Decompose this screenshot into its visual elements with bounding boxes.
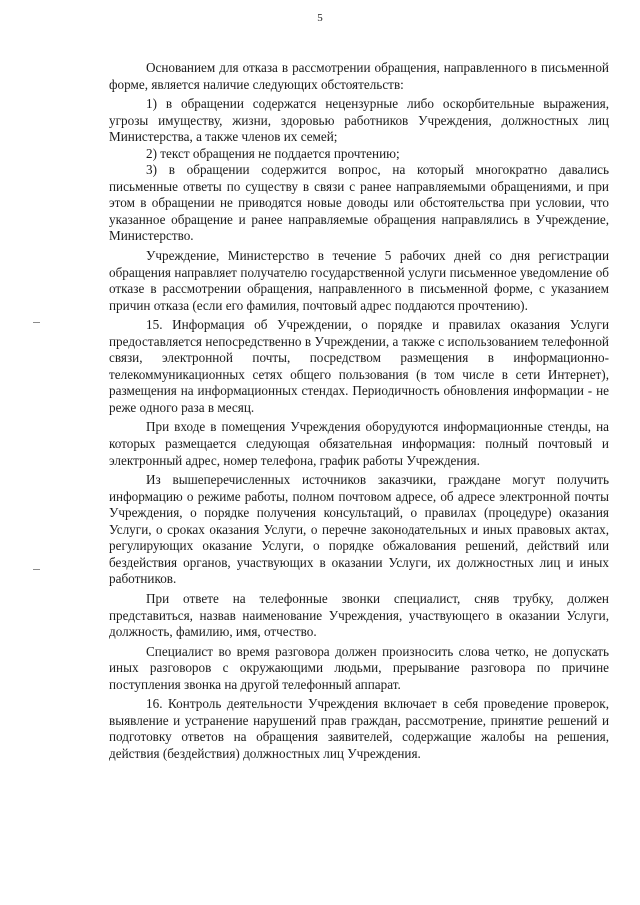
paragraph-item-1: 1) в обращении содержатся нецензурные либо оскорбительные выражения, угрозы имуществу, жизни, здоровью работников Учреждения, должностных лиц Министерства, а также членов их семей; <box>109 96 609 145</box>
margin-mark <box>33 322 40 323</box>
paragraph-item-3: 3) в обращении содержится вопрос, на который многократно давались письменные ответы по существу в связи с ранее направляемыми обращениями, и при этом в обращении не приводятся новые доводы или обстоятельства при условии, что указанное обращение и ранее направляемые обращения направлялись в Учреждение, Министерство. <box>109 162 609 244</box>
document-body <box>109 60 609 765</box>
paragraph-info-stands: При входе в помещения Учреждения оборудуются информационные стенды, на которых размещается следующая обязательная информация: полный почтовый и электронный адрес, номер телефона, график работы Учреждения. <box>109 419 609 468</box>
paragraph-section-16: 16. Контроль деятельности Учреждения включает в себя проведение проверок, выявление и устранение нарушений прав граждан, рассмотрение, принятие решений и подготовку ответов на обращения заявителей, содержащие жалобы на решения, действия (бездействия) должностных лиц Учреждения. <box>109 696 609 761</box>
margin-mark <box>33 569 40 570</box>
paragraph-item-2: 2) текст обращения не поддается прочтению; <box>146 145 400 161</box>
paragraph-section-15: 15. Информация об Учреждении, о порядке и правилах оказания Услуги предоставляется непосредственно в Учреждении, а также с использованием телефонной связи, электронной почты, посредством размещения в информационно-телекоммуникационных сетях общего пользования (в том числе в сети Интернет), размещения на информационных стендах. Периодичность обновления информации - не реже одного раза в месяц. <box>109 317 609 415</box>
paragraph-grounds-for-refusal: Основанием для отказа в рассмотрении обращения, направленного в письменной форме, является наличие следующих обстоятельств: <box>109 60 609 92</box>
paragraph-specialist-conduct: Специалист во время разговора должен произносить слова четко, не допускать иных разговоров с окружающими людьми, прерывание разговора по причине поступления звонка на другой телефонный аппарат. <box>109 643 609 692</box>
paragraph-refusal-notice: Учреждение, Министерство в течение 5 рабочих дней со дня регистрации обращения направляет получателю государственной услуги письменное уведомление об отказе в рассмотрении обращения, направленного в письменной форме, с указанием причин отказа (если его фамилия, почтовый адрес поддаются прочтению). <box>109 248 609 313</box>
page-number: 5 <box>317 12 323 24</box>
paragraph-phone-calls: При ответе на телефонные звонки специалист, сняв трубку, должен представиться, назвав наименование Учреждения, участвующего в оказании Услуги, должность, фамилию, имя, отчество. <box>109 590 609 640</box>
paragraph-info-sources: Из вышеперечисленных источников заказчики, граждане могут получить информацию о режиме работы, полном почтовом адресе, об адресе электронной почты Учреждения, о порядке получения консультаций, о правилах (процедуре) оказания Услуги, о сроках оказания Услуги, о перечне законодательных и иных правовых актах, регулирующих оказание Услуги, о порядке обжалования решений, действий или бездействия органов, участвующих в оказании Услуги, их должностных лиц и иных работников. <box>109 472 609 587</box>
